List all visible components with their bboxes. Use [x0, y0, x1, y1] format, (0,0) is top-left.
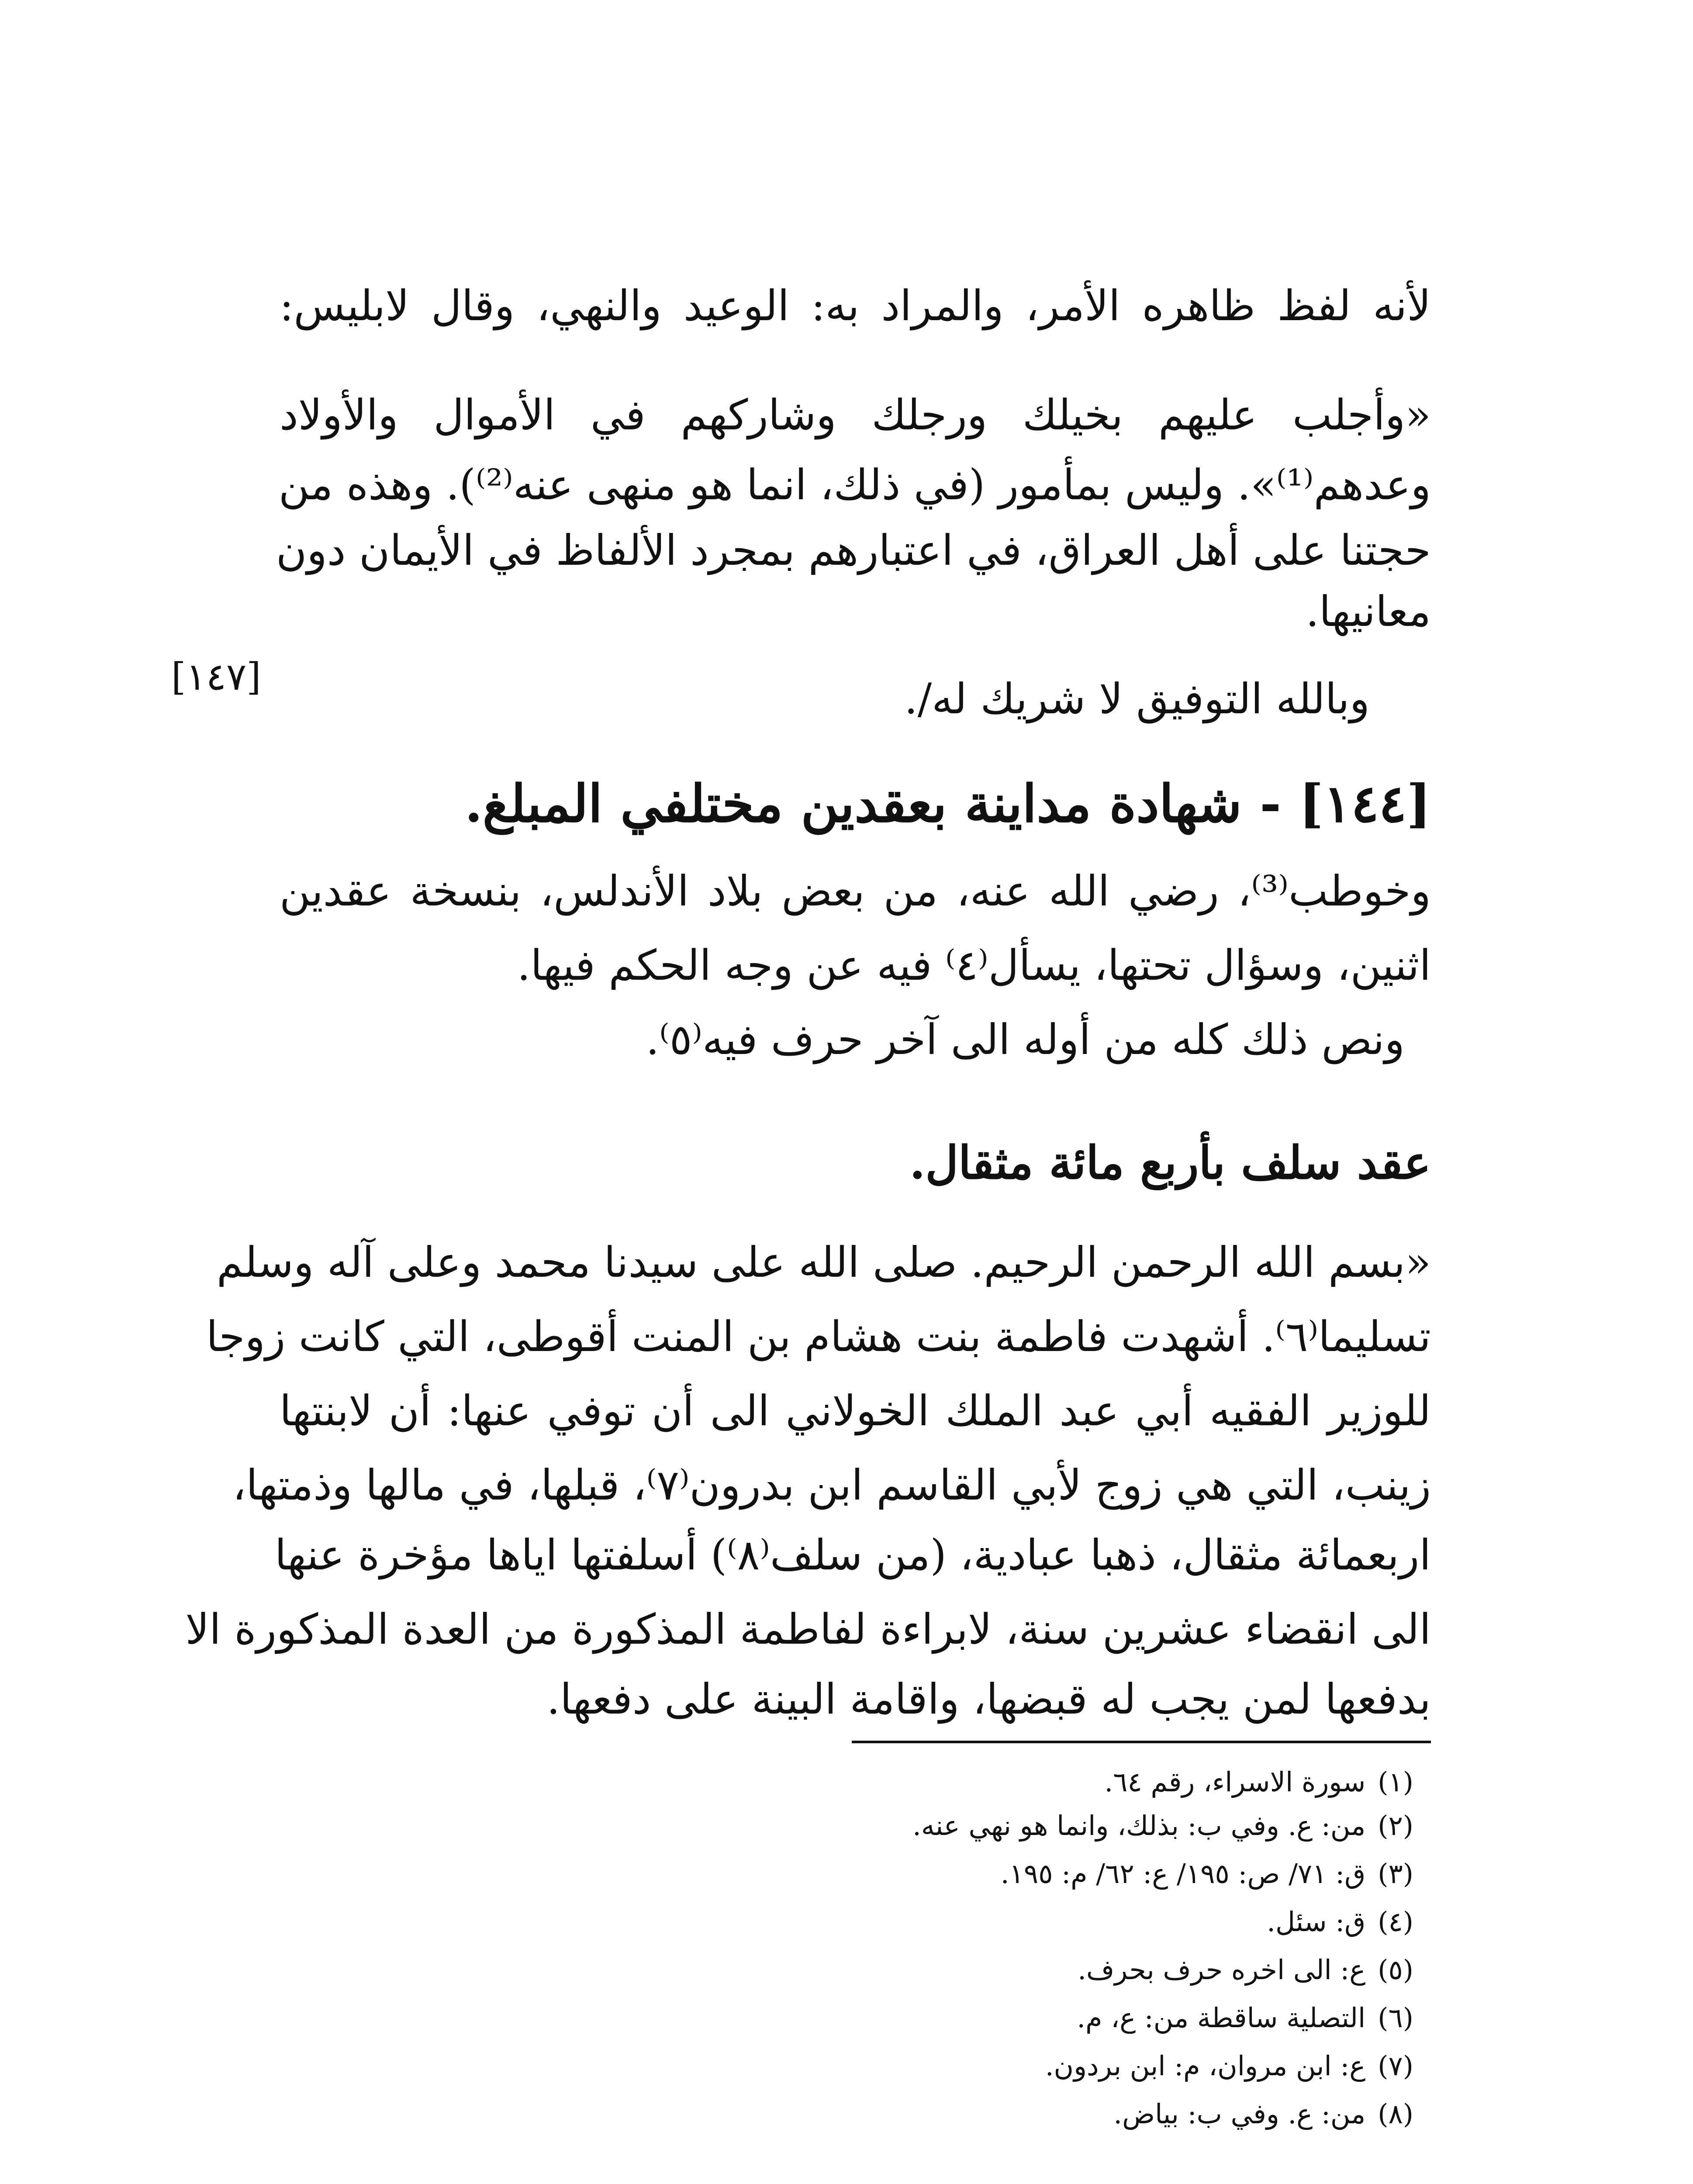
footnote-text: من: ع. وفي ب: بذلك، وانما هو نهي عنه.: [912, 1810, 1366, 1842]
footnote-text: ع: الى اخره حرف بحرف.: [1078, 1954, 1366, 1986]
footnote-text: ع: ابن مروان، م: ابن بردون.: [1045, 2050, 1366, 2082]
text-line: وبالله التوفيق لا شريك له/.: [904, 674, 1370, 723]
text-line: الى انقضاء عشرين سنة، لابراءة لفاطمة المذكورة من العدة المذكورة الا: [185, 1605, 1431, 1654]
footnote-number: (٢): [1378, 1810, 1413, 1842]
footnote-number: (٧): [1378, 2050, 1413, 2082]
footnote: [1001, 1856, 1413, 1891]
text-line: «بسم الله الرحمن الرحيم. صلى الله على سيدنا محمد وعلى آله وسلم: [216, 1238, 1431, 1287]
text-line: وعدهم⁽¹⁾». وليس بمأمور (في ذلك، انما هو منهى عنه⁽²⁾). وهذه من: [278, 460, 1431, 509]
text-line: حجتنا على أهل العراق، في اعتبارهم بمجرد الألفاظ في الأيمان دون: [276, 526, 1431, 575]
footnote-number: (٨): [1378, 2098, 1413, 2130]
text-line: زينب، التي هي زوج لأبي القاسم ابن بدرون⁽٧⁾، قبلها، في مالها وذمتها،: [232, 1461, 1431, 1510]
text-line: اربعمائة مثقال، ذهبا عبادية، (من سلف⁽٨⁾) أسلفتها اياها مؤخرة عنها: [274, 1531, 1431, 1579]
text-line: معانيها.: [1306, 587, 1431, 636]
text-line: بدفعها لمن يجب له قبضها، واقامة البينة على دفعها.: [546, 1675, 1431, 1724]
contract-heading: عقد سلف بأربع مائة مثقال.: [909, 1136, 1431, 1189]
footnote: [1045, 2049, 1413, 2084]
footnote: [1077, 2001, 1413, 2035]
text-line: وخوطب⁽³⁾، رضي الله عنه، من بعض بلاد الأندلس، بنسخة عقدين: [280, 867, 1431, 916]
footnote-text: سورة الاسراء، رقم ٦٤.: [1104, 1766, 1366, 1798]
paragraph-2: [280, 865, 1431, 1092]
footnote-text: ق: سئل.: [1267, 1906, 1366, 1938]
footnote-text: التصلية ساقطة من: ع، م.: [1077, 2002, 1366, 2034]
footnote-number: (١): [1378, 1766, 1413, 1798]
footnote-text: ق: ٧١/ ص: ١٩٥/ ع: ٦٢/ م: ١٩٥.: [1000, 1858, 1366, 1890]
text-line: لأنه لفظ ظاهره الأمر، والمراد به: الوعيد والنهي، وقال لابليس:: [280, 281, 1431, 330]
section-heading: [١٤٤] - شهادة مداينة بعقدين مختلفي المبلغ.: [464, 773, 1431, 834]
footnote: [1078, 1952, 1413, 1987]
footnote-number: (٤): [1378, 1906, 1413, 1938]
text-line: تسليما⁽٦⁾. أشهدت فاطمة بنت هشام بن المنت أقوطى، التي كانت زوجا: [206, 1312, 1431, 1361]
footnote: [1113, 2097, 1413, 2132]
text-line: اثنين، وسؤال تحتها، يسأل⁽٤⁾ فيه عن وجه الحكم فيها.: [517, 941, 1431, 990]
paragraph-1: [276, 280, 1431, 681]
footnote-text: من: ع. وفي ب: بياض.: [1113, 2098, 1366, 2130]
closing-line: [671, 673, 1370, 734]
footnote: [1104, 1765, 1413, 1800]
margin-page-reference: [١٤٧]: [171, 655, 261, 699]
text-line: «وأجلب عليهم بخيلك ورجلك وشاركهم في الأموال والأولاد: [280, 390, 1431, 439]
text-line: للوزير الفقيه أبي عبد الملك الخولاني الى أن توفي عنها: أن لابنتها: [280, 1386, 1431, 1435]
footnote-number: (٣): [1378, 1858, 1413, 1890]
paragraph-3: [185, 1236, 1431, 1743]
footnote-number: (٦): [1378, 2002, 1413, 2034]
footnote-divider: [852, 1741, 1431, 1743]
footnote-number: (٥): [1378, 1954, 1413, 1986]
footnote: [912, 1808, 1413, 1843]
text-line: ونص ذلك كله من أوله الى آخر حرف فيه⁽٥⁾.: [646, 1015, 1405, 1064]
footnote: [1267, 1904, 1413, 1939]
